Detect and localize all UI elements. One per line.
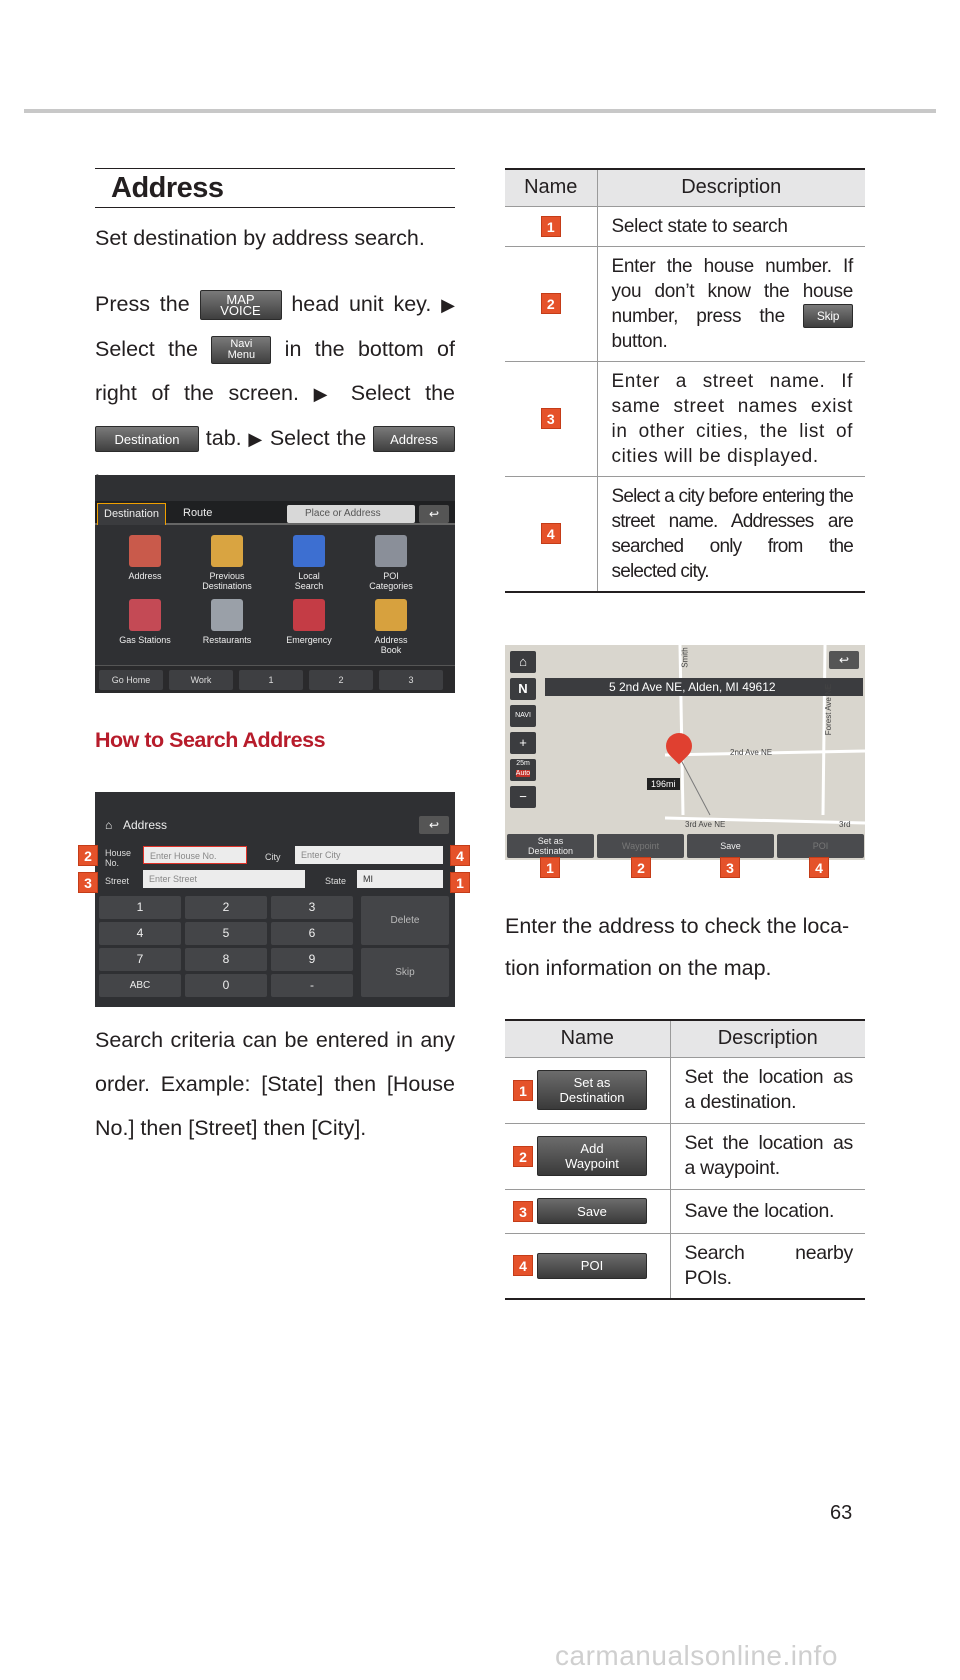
- key-2[interactable]: 2: [185, 896, 267, 919]
- map-callout-badge-4: 4: [809, 857, 829, 878]
- street-label-3rd: 3rd: [839, 820, 851, 829]
- callout-badge-4: 4: [450, 845, 470, 866]
- row-description-3: Enter a street name. If same street names exist in other cities, the list of cities will be displayed.: [597, 361, 865, 476]
- section-heading: [95, 168, 455, 208]
- street-label-smith: Smith: [680, 647, 690, 668]
- favorite-1-button[interactable]: 1: [239, 670, 303, 690]
- t2-description-2: Set the location as a waypoint.: [670, 1123, 865, 1189]
- house-no-label: House No.: [105, 848, 132, 868]
- north-up-icon[interactable]: N: [510, 678, 536, 700]
- folder-icon: [211, 535, 243, 567]
- search-criteria-caption: Search criteria can be entered in any order. Example: [State] then [House No.] then [Street] then [City].: [95, 1028, 455, 1140]
- map-action-bar: [505, 830, 865, 860]
- favorite-2-button[interactable]: 2: [309, 670, 373, 690]
- poi-chip: POI: [537, 1253, 647, 1279]
- previous-destinations-menu-item[interactable]: Previous Destinations: [187, 535, 267, 591]
- row-badge-1: 1: [541, 216, 561, 237]
- key-0[interactable]: 0: [185, 974, 267, 997]
- key-abc[interactable]: ABC: [99, 974, 181, 997]
- emergency-icon: [293, 599, 325, 631]
- back-icon[interactable]: ↩: [829, 651, 859, 669]
- street-label-forest-ave: Forest Ave NE: [824, 683, 834, 736]
- subheading-block: [95, 690, 455, 753]
- key-6[interactable]: 6: [271, 922, 353, 945]
- delete-button[interactable]: Delete: [361, 896, 449, 945]
- skip-button-chip: Skip: [803, 304, 853, 328]
- name-description-table-2: [505, 1019, 865, 1300]
- save-button[interactable]: Save: [687, 834, 774, 858]
- place-search-input[interactable]: Place or Address: [287, 505, 415, 523]
- skip-button[interactable]: Skip: [361, 948, 449, 997]
- destination-menu-screenshot: [95, 475, 455, 693]
- intro-text: Set destination by address search.: [95, 226, 425, 250]
- map-caption: Enter the address to check the loca- tion information on the map.: [505, 914, 850, 980]
- distance-label: 196mi: [647, 778, 680, 790]
- home-icon: ⌂: [105, 818, 113, 832]
- section-title: Address: [111, 171, 224, 204]
- state-label: State: [325, 876, 347, 886]
- navi-menu-button: Navi Menu: [211, 336, 271, 364]
- row-badge-2: 2: [541, 293, 561, 314]
- street-input[interactable]: Enter Street: [143, 870, 305, 888]
- address-icon-chip: Address: [373, 426, 455, 452]
- t2-description-1: Set the location as a destination.: [670, 1057, 865, 1123]
- zoom-in-icon[interactable]: +: [510, 732, 536, 754]
- map-address-bar: 5 2nd Ave NE, Alden, MI 49612: [545, 678, 863, 696]
- t2-description-4: Search nearby POIs.: [670, 1233, 865, 1299]
- add-waypoint-chip: Add Waypoint: [537, 1136, 647, 1176]
- poi-categories-menu-item[interactable]: POI Categories: [351, 535, 431, 591]
- watermark: carmanualsonline.info: [555, 1640, 838, 1671]
- work-button[interactable]: Work: [169, 670, 233, 690]
- table2-header-description: Description: [670, 1020, 865, 1057]
- callout-badge-2: 2: [78, 845, 98, 866]
- tab-route[interactable]: Route: [183, 507, 213, 519]
- t2-badge-3: 3: [513, 1201, 533, 1222]
- zoom-out-icon[interactable]: −: [510, 786, 536, 808]
- set-as-destination-chip: Set as Destination: [537, 1070, 647, 1110]
- address-header: ⌂ Address: [95, 812, 455, 838]
- how-to-search-heading: How to Search Address: [95, 728, 326, 752]
- go-home-button[interactable]: Go Home: [99, 670, 163, 690]
- map-screenshot: [505, 645, 865, 860]
- map-callout-badge-2: 2: [631, 857, 651, 878]
- step-arrow-icon: ▶: [313, 384, 337, 404]
- back-icon[interactable]: ↩: [419, 816, 449, 834]
- table1-header-description: Description: [597, 169, 865, 206]
- favorites-bar: [95, 665, 455, 693]
- waypoint-button[interactable]: Waypoint: [597, 834, 684, 858]
- row-badge-3: 3: [541, 408, 561, 429]
- house-no-input[interactable]: Enter House No.: [143, 846, 247, 864]
- key-7[interactable]: 7: [99, 948, 181, 971]
- address-menu-item[interactable]: Address: [105, 535, 185, 581]
- favorite-3-button[interactable]: 3: [379, 670, 443, 690]
- row-description-4: Select a city before entering the street name. Addresses are searched only from the selected city.: [597, 476, 865, 592]
- name-description-table-1: [505, 168, 865, 593]
- row-description-2: Enter the house number. If you don’t know the house number, press the Skip button.: [597, 246, 865, 361]
- t2-description-3: Save the location.: [670, 1189, 865, 1233]
- callout-badge-1: 1: [450, 872, 470, 893]
- key-5[interactable]: 5: [185, 922, 267, 945]
- street-label: Street: [105, 876, 130, 886]
- table2-header-name: Name: [505, 1020, 670, 1057]
- t2-badge-2: 2: [513, 1146, 533, 1167]
- back-icon[interactable]: ↩: [419, 505, 449, 523]
- step-arrow-icon: ▶: [248, 429, 264, 449]
- map-callout-badge-1: 1: [540, 857, 560, 878]
- emergency-menu-item[interactable]: Emergency: [269, 599, 349, 645]
- address-book-icon: [375, 599, 407, 631]
- poi-button[interactable]: POI: [777, 834, 864, 858]
- local-search-menu-item[interactable]: Local Search: [269, 535, 349, 591]
- top-rule: [24, 109, 936, 113]
- map-voice-key: MAP VOICE: [200, 290, 282, 320]
- gas-stations-menu-item[interactable]: Gas Stations: [105, 599, 185, 645]
- callout-badge-3: 3: [78, 872, 98, 893]
- row-badge-4: 4: [541, 523, 561, 544]
- t2-badge-4: 4: [513, 1255, 533, 1276]
- state-select[interactable]: MI: [357, 870, 443, 888]
- key-dash[interactable]: -: [271, 974, 353, 997]
- google-icon: [293, 535, 325, 567]
- steps-paragraph: Press the MAP VOICE head unit key. ▶ Select the Navi Menu in the bottom of right of the screen. ▶ Select the Destination tab. ▶ Select the Address: [95, 282, 455, 505]
- tab-destination[interactable]: Destination: [97, 503, 166, 525]
- key-3[interactable]: 3: [271, 896, 353, 919]
- navi-volume-button[interactable]: NAVI: [510, 705, 536, 727]
- key-4[interactable]: 4: [99, 922, 181, 945]
- gas-pump-icon: [129, 599, 161, 631]
- page-number: 63: [830, 1502, 853, 1524]
- table1-header-name: Name: [505, 169, 597, 206]
- save-chip: Save: [537, 1198, 647, 1224]
- city-label: City: [265, 852, 281, 862]
- street-label-3rd-ave: 3rd Ave NE: [685, 820, 726, 829]
- set-as-destination-button[interactable]: Set as Destination: [507, 834, 594, 858]
- map-callout-badge-3: 3: [720, 857, 740, 878]
- t2-badge-1: 1: [513, 1080, 533, 1101]
- address-book-menu-item[interactable]: Address Book: [351, 599, 431, 655]
- house-city-row: [99, 846, 451, 868]
- key-1[interactable]: 1: [99, 896, 181, 919]
- street-state-row: [99, 870, 451, 892]
- step-arrow-icon: ▶: [441, 295, 455, 315]
- left-column: [95, 168, 455, 505]
- zoom-level-indicator: 25m Auto: [510, 759, 536, 781]
- key-8[interactable]: 8: [185, 948, 267, 971]
- fork-knife-icon: [211, 599, 243, 631]
- address-input-screenshot: [95, 792, 455, 1007]
- home-icon: [129, 535, 161, 567]
- row-description-1: Select state to search: [597, 206, 865, 246]
- street-label-2nd-ave: 2nd Ave NE: [730, 748, 773, 757]
- home-icon[interactable]: ⌂: [510, 651, 536, 673]
- poi-icon: [375, 535, 407, 567]
- destination-tab-chip: Destination: [95, 426, 199, 452]
- restaurants-menu-item[interactable]: Restaurants: [187, 599, 267, 645]
- key-9[interactable]: 9: [271, 948, 353, 971]
- city-input[interactable]: Enter City: [295, 846, 443, 864]
